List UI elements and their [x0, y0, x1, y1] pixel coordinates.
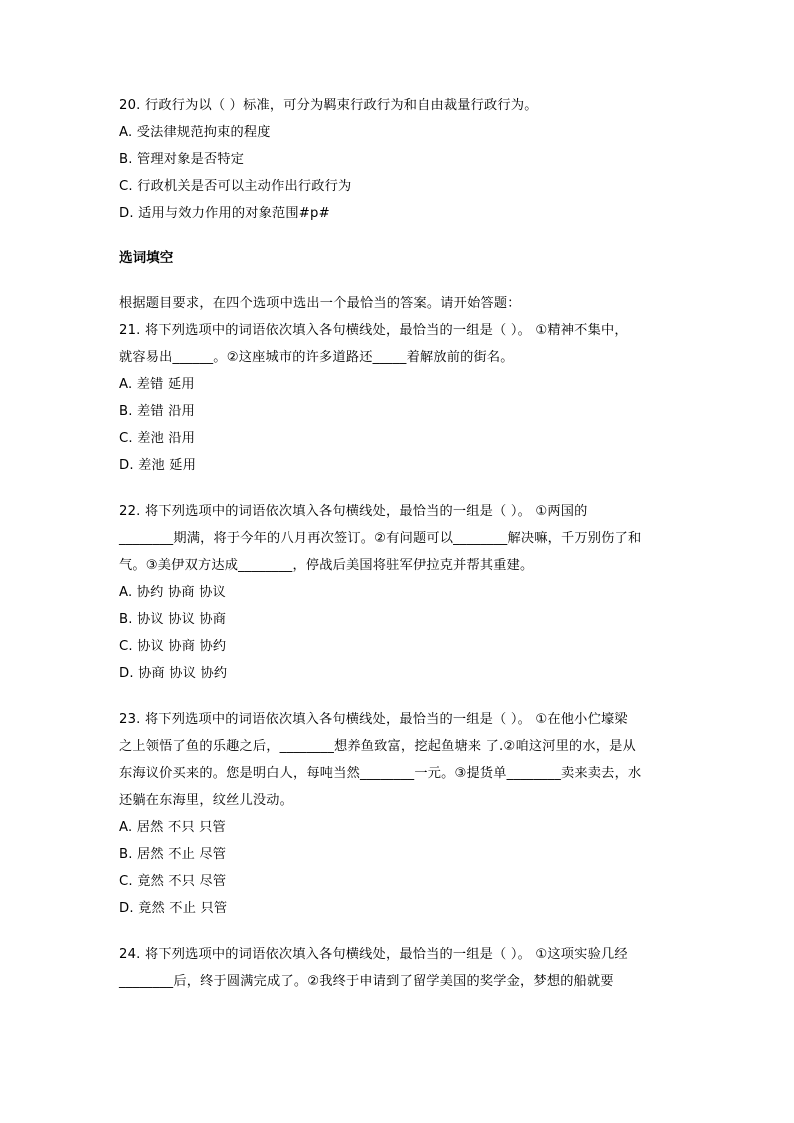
question-20 [119, 92, 679, 227]
option-c: C. 差池 沿用 [119, 431, 196, 446]
spacer [119, 479, 679, 498]
question-stem-line: 24. 将下列选项中的词语依次填入各句横线处，最恰当的一组是（ ）。 ①这项实验几经 [119, 947, 628, 962]
question-22 [119, 498, 679, 687]
section-instruction: 根据题目要求，在四个选项中选出一个最恰当的答案。请开始答题： [119, 296, 521, 311]
question-stem-line: 之上领悟了鱼的乐趣之后，________想养鱼致富，挖起鱼塘来 了.②咱这河里的水，是从 [119, 739, 636, 754]
option-c: C. 竟然 不只 尽管 [119, 874, 227, 889]
section-title: 选词填空 [119, 250, 174, 266]
option-d: D. 差池 延用 [119, 458, 197, 473]
question-stem-line: 21. 将下列选项中的词语依次填入各句横线处，最恰当的一组是（ ）。 ①精神不集中， [119, 323, 628, 338]
option-d: D. 适用与效力作用的对象范围#p# [119, 206, 330, 221]
question-stem-line: 还躺在东海里，纹丝儿没动。 [119, 793, 294, 808]
option-b: B. 管理对象是否特定 [119, 152, 245, 167]
spacer [119, 687, 679, 706]
option-a: A. 差错 延用 [119, 377, 195, 392]
spacer [119, 922, 679, 941]
question-stem-line: 23. 将下列选项中的词语依次填入各句横线处，最恰当的一组是（ ）。 ①在他小伫壕梁 [119, 712, 628, 727]
option-a: A. 居然 不只 只管 [119, 820, 226, 835]
document-page [119, 92, 679, 995]
question-stem: 20. 行政行为以（ ）标准，可分为羁束行政行为和自由裁量行政行为。 [119, 98, 538, 113]
option-d: D. 竟然 不止 只管 [119, 901, 228, 916]
question-stem-line: 22. 将下列选项中的词语依次填入各句横线处，最恰当的一组是（ ）。 ①两国的 [119, 504, 588, 519]
option-c: C. 行政机关是否可以主动作出行政行为 [119, 179, 352, 194]
option-c: C. 协议 协商 协约 [119, 639, 227, 654]
question-stem-line: 就容易出______。②这座城市的许多道路还_____着解放前的街名。 [119, 350, 514, 365]
question-stem-line: ________后，终于圆满完成了。②我终于申请到了留学美国的奖学金，梦想的船就要 [119, 974, 614, 989]
question-stem-line: 气。③美伊双方达成________，停战后美国将驻军伊拉克并帮其重建。 [119, 558, 534, 573]
question-21 [119, 317, 679, 479]
option-b: B. 差错 沿用 [119, 404, 195, 419]
option-d: D. 协商 协议 协约 [119, 666, 228, 681]
option-a: A. 受法律规范拘束的程度 [119, 125, 271, 140]
option-b: B. 居然 不止 尽管 [119, 847, 227, 862]
question-24 [119, 941, 679, 995]
option-b: B. 协议 协议 协商 [119, 612, 227, 627]
question-23 [119, 706, 679, 922]
question-stem-line: 东海议价买来的。您是明白人，每吨当然________一元。③提货单________卖来卖去，水 [119, 766, 642, 781]
option-a: A. 协约 协商 协议 [119, 585, 226, 600]
question-stem-line: ________期满，将于今年的八月再次签订。②有问题可以________解决嘛，千万别伤了和 [119, 531, 642, 546]
